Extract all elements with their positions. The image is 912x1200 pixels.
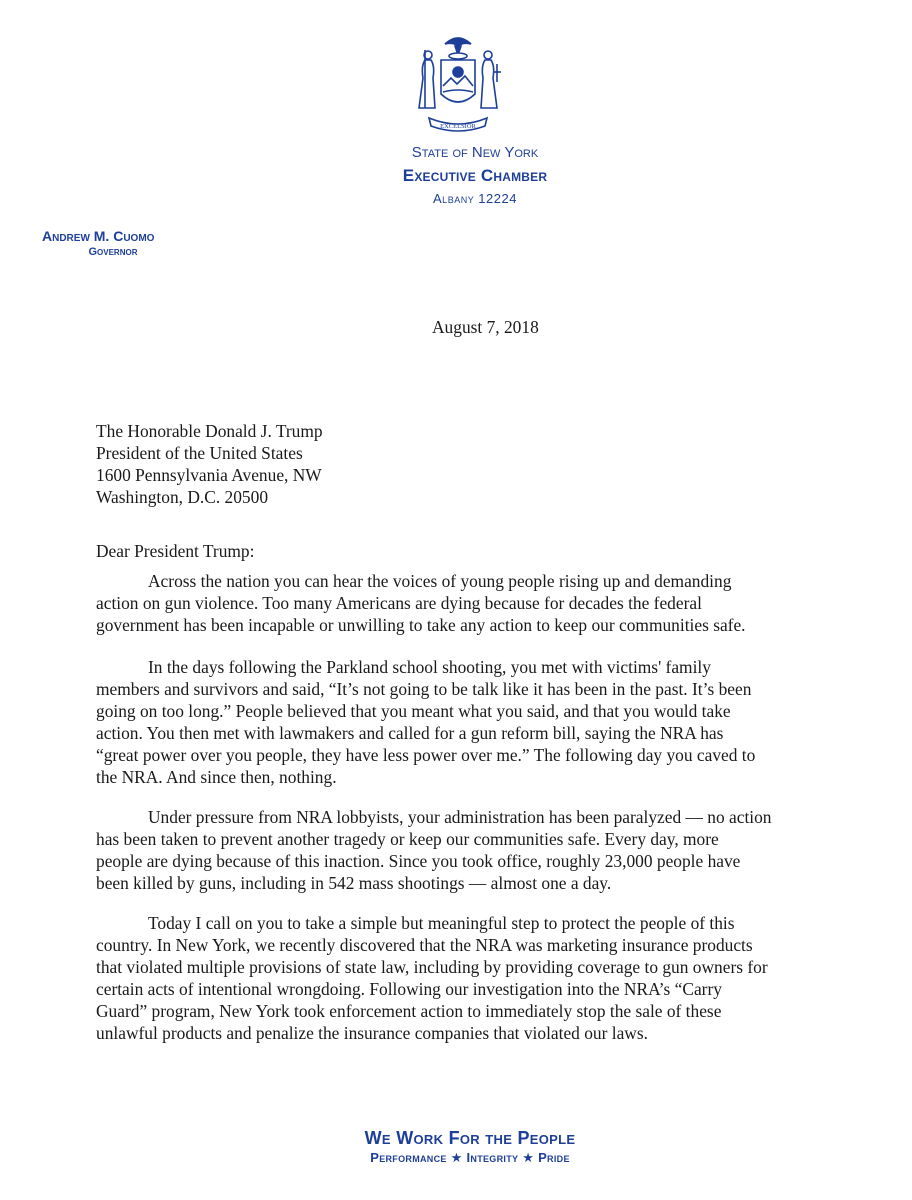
paragraph-line: that violated multiple provisions of state law, including by providing coverage to gun owners for [96, 957, 768, 977]
state-seal-icon [403, 30, 513, 136]
paragraph-line: government has been incapable or unwilling to take any action to keep our communities safe. [96, 615, 746, 635]
paragraph-line: people are dying because of this inaction. Since you took office, roughly 23,000 people have [96, 851, 741, 871]
governor-title: Governor [88, 246, 138, 258]
paragraph-line: In the days following the Parkland school shooting, you met with victims' family [148, 657, 711, 677]
executive-chamber: Executive Chamber [402, 166, 548, 185]
paragraph-line: going on too long.” People believed that you meant what you said, and that you would take [96, 701, 731, 721]
address-line: 1600 Pennsylvania Avenue, NW [96, 465, 322, 485]
paragraph-line: action. You then met with lawmakers and called for a gun reform bill, saying the NRA has [96, 723, 724, 743]
paragraph-line: Guard” program, New York took enforcement action to immediately stop the sale of these [96, 1001, 722, 1021]
address-line: The Honorable Donald J. Trump [96, 421, 323, 441]
paragraph-line: Across the nation you can hear the voices of young people rising up and demanding [148, 571, 732, 591]
address-line: Washington, D.C. 20500 [96, 487, 269, 507]
paragraph-line: unlawful products and penalize the insurance companies that violated our laws. [96, 1023, 648, 1043]
paragraph-line: been killed by guns, including in 542 mass shootings — almost one a day. [96, 873, 612, 893]
paragraph-2 [96, 656, 836, 788]
city-zip: Albany 12224 [433, 191, 517, 206]
paragraph-3 [96, 806, 836, 894]
paragraph-line: the NRA. And since then, nothing. [96, 767, 337, 787]
recipient-address [96, 420, 323, 508]
paragraph-line: country. In New York, we recently discovered that the NRA was marketing insurance products [96, 935, 753, 955]
paragraph-line: members and survivors and said, “It’s not going to be talk like it has been in the past. It’s been [96, 679, 752, 699]
paragraph-1 [96, 570, 836, 636]
paragraph-line: certain acts of intentional wrongdoing. Following our investigation into the NRA’s “Carry [96, 979, 722, 999]
paragraph-line: has been taken to prevent another tragedy or keep our communities safe. Every day, more [96, 829, 719, 849]
paragraph-line: action on gun violence. Too many Americans are dying because for decades the federal [96, 593, 702, 613]
governor-name: Andrew M. Cuomo [42, 228, 155, 244]
paragraph-4 [96, 912, 836, 1044]
letter-date: August 7, 2018 [432, 317, 539, 337]
footer-values: Performance ★ Integrity ★ Pride [370, 1150, 570, 1165]
salutation: Dear President Trump: [96, 541, 255, 561]
svg-text:EXCELSIOR: EXCELSIOR [440, 123, 476, 130]
address-line: President of the United States [96, 443, 303, 463]
paragraph-line: Under pressure from NRA lobbyists, your administration has been paralyzed — no action [148, 807, 772, 827]
paragraph-line: “great power over you people, they have less power over me.” The following day you caved to [96, 745, 756, 765]
state-name: State of New York [411, 144, 539, 161]
paragraph-line: Today I call on you to take a simple but meaningful step to protect the people of this [148, 913, 735, 933]
footer-motto: We Work For the People [364, 1128, 576, 1148]
